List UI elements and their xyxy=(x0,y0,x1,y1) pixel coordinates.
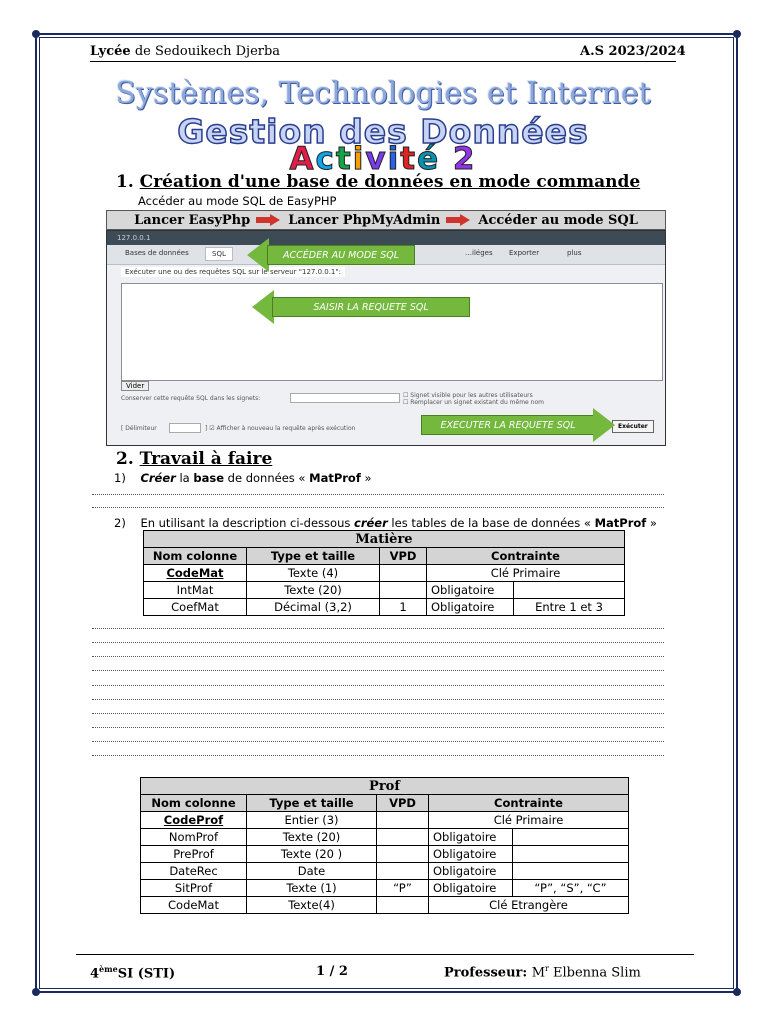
arrow-execute-query: EXECUTER LA REQUETE SQL xyxy=(421,411,615,439)
school-name: Lycée de Sedouikech Djerba xyxy=(90,44,281,59)
answer-line xyxy=(92,685,664,686)
table-row: IntMat Texte (20) Obligatoire xyxy=(144,582,625,599)
teacher-name: Professeur: $M^r$ Elbenna Slim xyxy=(444,964,641,981)
arrow-right-icon xyxy=(446,214,472,226)
delimiter-label: [ Délimiteur xyxy=(121,425,157,432)
section-2-heading: 2. Travail à faire xyxy=(116,449,273,469)
activity-letter: t xyxy=(400,141,418,177)
answer-line xyxy=(92,699,664,700)
activity-letter: t xyxy=(335,141,353,177)
activity-letter: i xyxy=(352,141,366,177)
tab-privileges[interactable]: …iléges xyxy=(465,249,493,257)
tab-sql[interactable]: SQL xyxy=(205,247,233,261)
header-rule xyxy=(90,61,676,62)
arrow-right-icon xyxy=(256,214,282,226)
execute-button[interactable]: Exécuter xyxy=(612,420,654,433)
corner-ornament xyxy=(733,30,741,38)
table-caption: Prof xyxy=(141,778,629,795)
column-header: VPD xyxy=(377,795,429,812)
activity-letter: i xyxy=(387,141,401,177)
answer-line xyxy=(92,494,664,495)
activity-letter: c xyxy=(315,141,336,177)
tab-export[interactable]: Exporter xyxy=(509,249,540,257)
column-header: Contrainte xyxy=(429,795,629,812)
bookmark-label: Conserver cette requête SQL dans les signets: xyxy=(121,395,261,402)
table-row: CoefMat Décimal (3,2) 1 Obligatoire Entre 1 et 3 xyxy=(144,599,625,616)
tab-more[interactable]: plus xyxy=(567,249,582,257)
school-year: A.S 2023/2024 xyxy=(580,44,686,59)
show-again-checkbox[interactable]: ] ☑ Afficher à nouveau la requête après exécution xyxy=(205,425,356,432)
table-matiere xyxy=(143,530,625,616)
query-label: Exécuter une ou des requêtes SQL sur le serveur "127.0.0.1": xyxy=(121,267,345,277)
table-row: CodeMat Texte (4) Clé Primaire xyxy=(144,565,625,582)
subject-title: Systèmes, Technologies et Internet xyxy=(115,76,651,111)
corner-ornament xyxy=(32,30,40,38)
page-number: 1 / 2 xyxy=(316,964,348,979)
delimiter-input[interactable] xyxy=(169,423,201,433)
question-2: 2) En utilisant la description ci-dessous créer les tables de la base de données « MatProf » xyxy=(114,516,657,530)
phpmyadmin-screenshot xyxy=(106,230,666,446)
answer-line xyxy=(92,713,664,714)
class-level: 4èmeSI (STI) xyxy=(90,964,176,982)
table-row: CodeProf Entier (3) Clé Primaire xyxy=(141,812,629,829)
answer-line xyxy=(92,741,664,742)
answer-line xyxy=(92,656,664,657)
corner-ornament xyxy=(32,988,40,996)
section-1-intro: Accéder au mode SQL de EasyPHP xyxy=(138,194,337,208)
column-header: Nom colonne xyxy=(144,548,247,565)
bookmark-input[interactable] xyxy=(290,393,400,403)
bookmark-visible-checkbox[interactable]: ☐ Signet visible pour les autres utilisateurs xyxy=(403,392,533,399)
column-header: Nom colonne xyxy=(141,795,247,812)
column-header: Contrainte xyxy=(427,548,625,565)
column-header: VPD xyxy=(380,548,427,565)
activity-letter: 2 xyxy=(452,141,477,177)
bookmark-replace-checkbox[interactable]: ☐ Remplacer un signet existant du même nom xyxy=(403,399,544,406)
corner-ornament xyxy=(733,988,741,996)
footer-rule xyxy=(76,954,694,955)
answer-line xyxy=(92,642,664,643)
table-row: CodeMat Texte(4) Clé Etrangère xyxy=(141,897,629,914)
answer-line xyxy=(92,670,664,671)
arrow-mode-sql: ACCÉDER AU MODE SQL xyxy=(247,241,415,269)
answer-line xyxy=(92,507,664,508)
steps-banner: Lancer EasyPhp Lancer PhpMyAdmin Accéder au mode SQL xyxy=(106,210,666,230)
table-row: DateRec Date Obligatoire xyxy=(141,863,629,880)
server-bar: 127.0.0.1 xyxy=(107,231,665,245)
tab-databases[interactable]: Bases de données xyxy=(125,249,189,257)
arrow-enter-query: SAISIR LA REQUETE SQL xyxy=(252,293,470,321)
section-1-heading: 1. Création d'une base de données en mode commande xyxy=(116,172,641,192)
table-row: NomProf Texte (20) Obligatoire xyxy=(141,829,629,846)
chapter-title: Gestion des Données xyxy=(177,112,589,151)
answer-line xyxy=(92,755,664,756)
answer-line xyxy=(92,727,664,728)
activity-letter: é xyxy=(417,141,441,177)
answer-line xyxy=(92,628,664,629)
column-header: Type et taille xyxy=(247,795,377,812)
clear-button[interactable]: Vider xyxy=(121,381,149,391)
table-prof xyxy=(140,777,629,914)
column-header: Type et taille xyxy=(247,548,380,565)
activity-letter: v xyxy=(365,141,388,177)
activity-letter: A xyxy=(289,141,316,177)
question-1: 1) Créer la base de données « MatProf » xyxy=(114,471,372,485)
table-row: PreProf Texte (20 ) Obligatoire xyxy=(141,846,629,863)
table-row: SitProf Texte (1) “P” Obligatoire “P”, “S”, “C” xyxy=(141,880,629,897)
table-caption: Matière xyxy=(144,531,625,548)
